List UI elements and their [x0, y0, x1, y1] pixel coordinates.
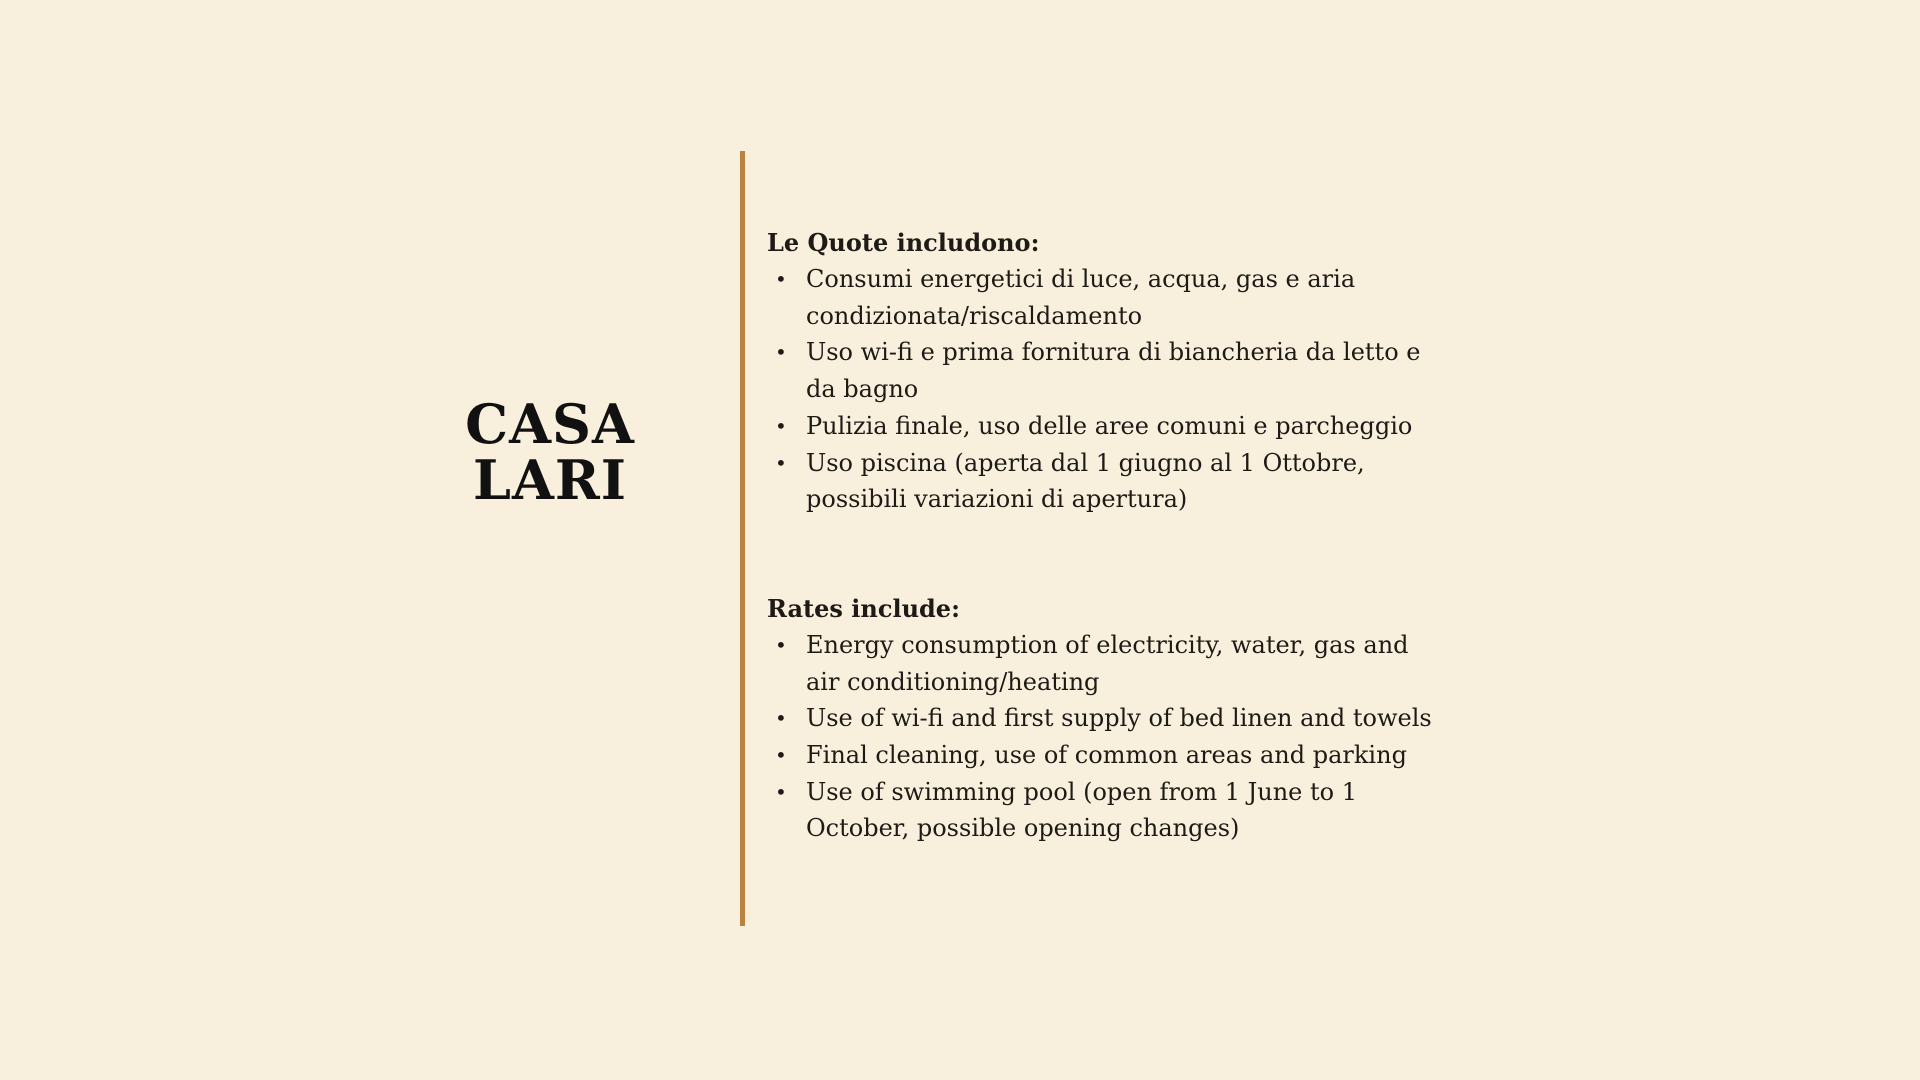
list-item: • Consumi energetici di luce, acqua, gas e aria condizionata/riscaldamento [767, 261, 1446, 334]
logo-line-casa: CASA [465, 392, 635, 456]
italian-rates-section [767, 225, 1527, 518]
list-item: • Final cleaning, use of common areas and parking [767, 737, 1446, 774]
english-rates-list [767, 627, 1527, 847]
list-item: • Uso wi-fi e prima fornitura di biancheria da letto e da bagno [767, 334, 1446, 407]
casa-lari-logo [440, 392, 660, 512]
italian-rates-list [767, 261, 1527, 518]
logo-line-lari: LARI [472, 448, 627, 512]
italian-rates-heading: Le Quote includono: [767, 228, 1040, 257]
list-item: • Energy consumption of electricity, water, gas and air conditioning/heating [767, 627, 1446, 700]
list-item: • Use of swimming pool (open from 1 June to 1 October, possible opening changes) [767, 774, 1446, 847]
english-rates-section [767, 591, 1527, 847]
rates-content [767, 225, 1527, 847]
vertical-divider [740, 151, 745, 926]
english-rates-heading: Rates include: [767, 593, 960, 623]
list-item: • Uso piscina (aperta dal 1 giugno al 1 Ottobre, possibili variazioni di apertura) [767, 445, 1446, 518]
list-item: • Pulizia finale, uso delle aree comuni e parcheggio [767, 408, 1446, 445]
list-item: • Use of wi-fi and first supply of bed linen and towels [767, 700, 1446, 737]
